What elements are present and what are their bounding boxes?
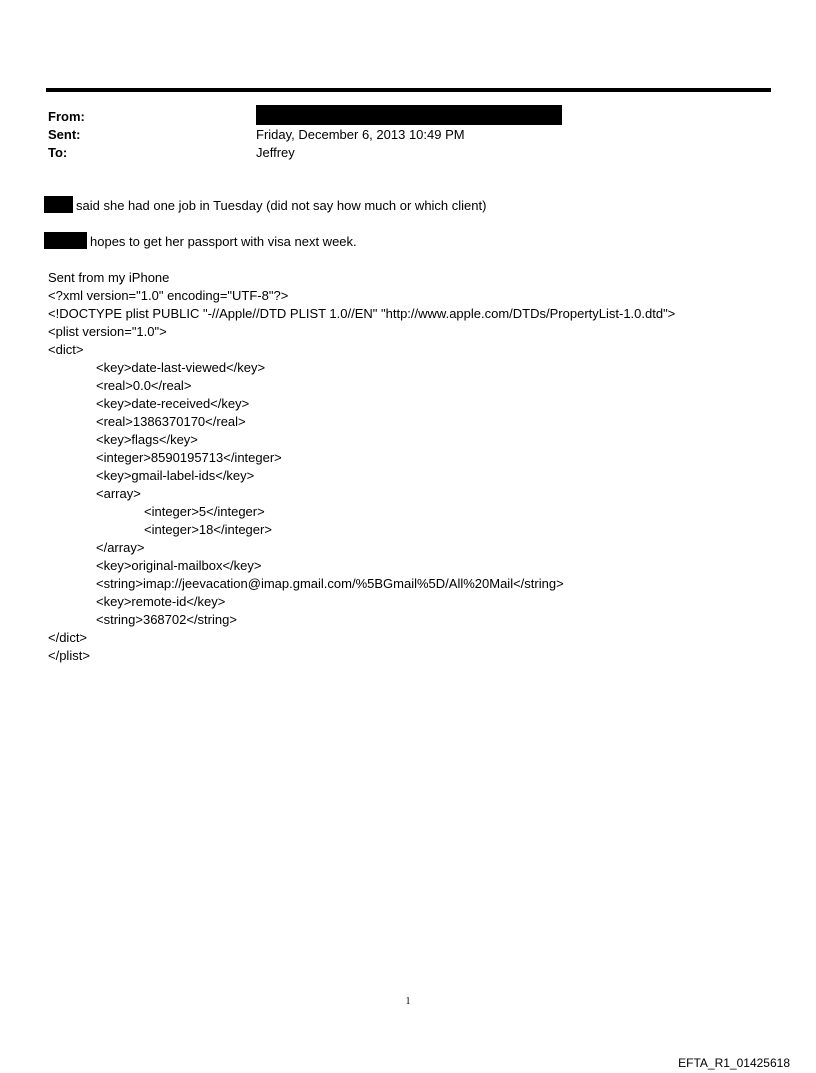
plist-block	[48, 269, 788, 665]
sent-row	[48, 126, 562, 144]
header-rule	[46, 88, 771, 92]
plist-key: <key>date-last-viewed</key>	[96, 360, 266, 375]
plist-key: <key>original-mailbox</key>	[96, 558, 262, 573]
plist-key: <key>flags</key>	[96, 432, 198, 447]
redaction-block	[256, 105, 562, 125]
xml-declaration: <?xml version="1.0" encoding="UTF-8"?>	[48, 288, 289, 303]
to-label: To:	[48, 145, 68, 160]
array-open: <array>	[96, 486, 141, 501]
message-body	[44, 196, 784, 250]
doctype-line: <!DOCTYPE plist PUBLIC "-//Apple//DTD PLIST 1.0//EN" "http://www.apple.com/DTDs/PropertyList-1.0.dtd">	[48, 306, 676, 321]
array-item: <integer>5</integer>	[144, 504, 265, 519]
array-item: <integer>18</integer>	[144, 522, 272, 537]
to-row	[48, 144, 562, 162]
plist-value: <real>1386370170</real>	[96, 414, 246, 429]
plist-value: <integer>8590195713</integer>	[96, 450, 282, 465]
plist-value: <real>0.0</real>	[96, 378, 192, 393]
plist-value: <string>imap://jeevacation@imap.gmail.com/%5BGmail%5D/All%20Mail</string>	[96, 576, 564, 591]
from-value	[256, 108, 562, 126]
plist-close: </plist>	[48, 648, 90, 663]
dict-open: <dict>	[48, 342, 84, 357]
document-id: EFTA_R1_01425618	[678, 1056, 790, 1070]
sent-label: Sent:	[48, 127, 81, 142]
array-close: </array>	[96, 540, 145, 555]
message-text: said she had one job in Tuesday (did not say how much or which client)	[76, 198, 487, 213]
plist-key: <key>date-received</key>	[96, 396, 250, 411]
email-header	[48, 108, 562, 162]
page-number: 1	[405, 996, 411, 1007]
to-value: Jeffrey	[256, 145, 295, 160]
from-label: From:	[48, 109, 85, 124]
sent-value: Friday, December 6, 2013 10:49 PM	[256, 127, 465, 142]
redaction-block	[44, 232, 87, 249]
plist-value: <string>368702</string>	[96, 612, 237, 627]
message-line	[44, 196, 784, 214]
message-line	[44, 232, 784, 250]
from-row	[48, 108, 562, 126]
plist-key: <key>remote-id</key>	[96, 594, 226, 609]
message-text: hopes to get her passport with visa next week.	[90, 234, 357, 249]
plist-key: <key>gmail-label-ids</key>	[96, 468, 255, 483]
plist-open: <plist version="1.0">	[48, 324, 167, 339]
signature-line: Sent from my iPhone	[48, 270, 170, 285]
dict-close: </dict>	[48, 630, 88, 645]
redaction-block	[44, 196, 73, 213]
